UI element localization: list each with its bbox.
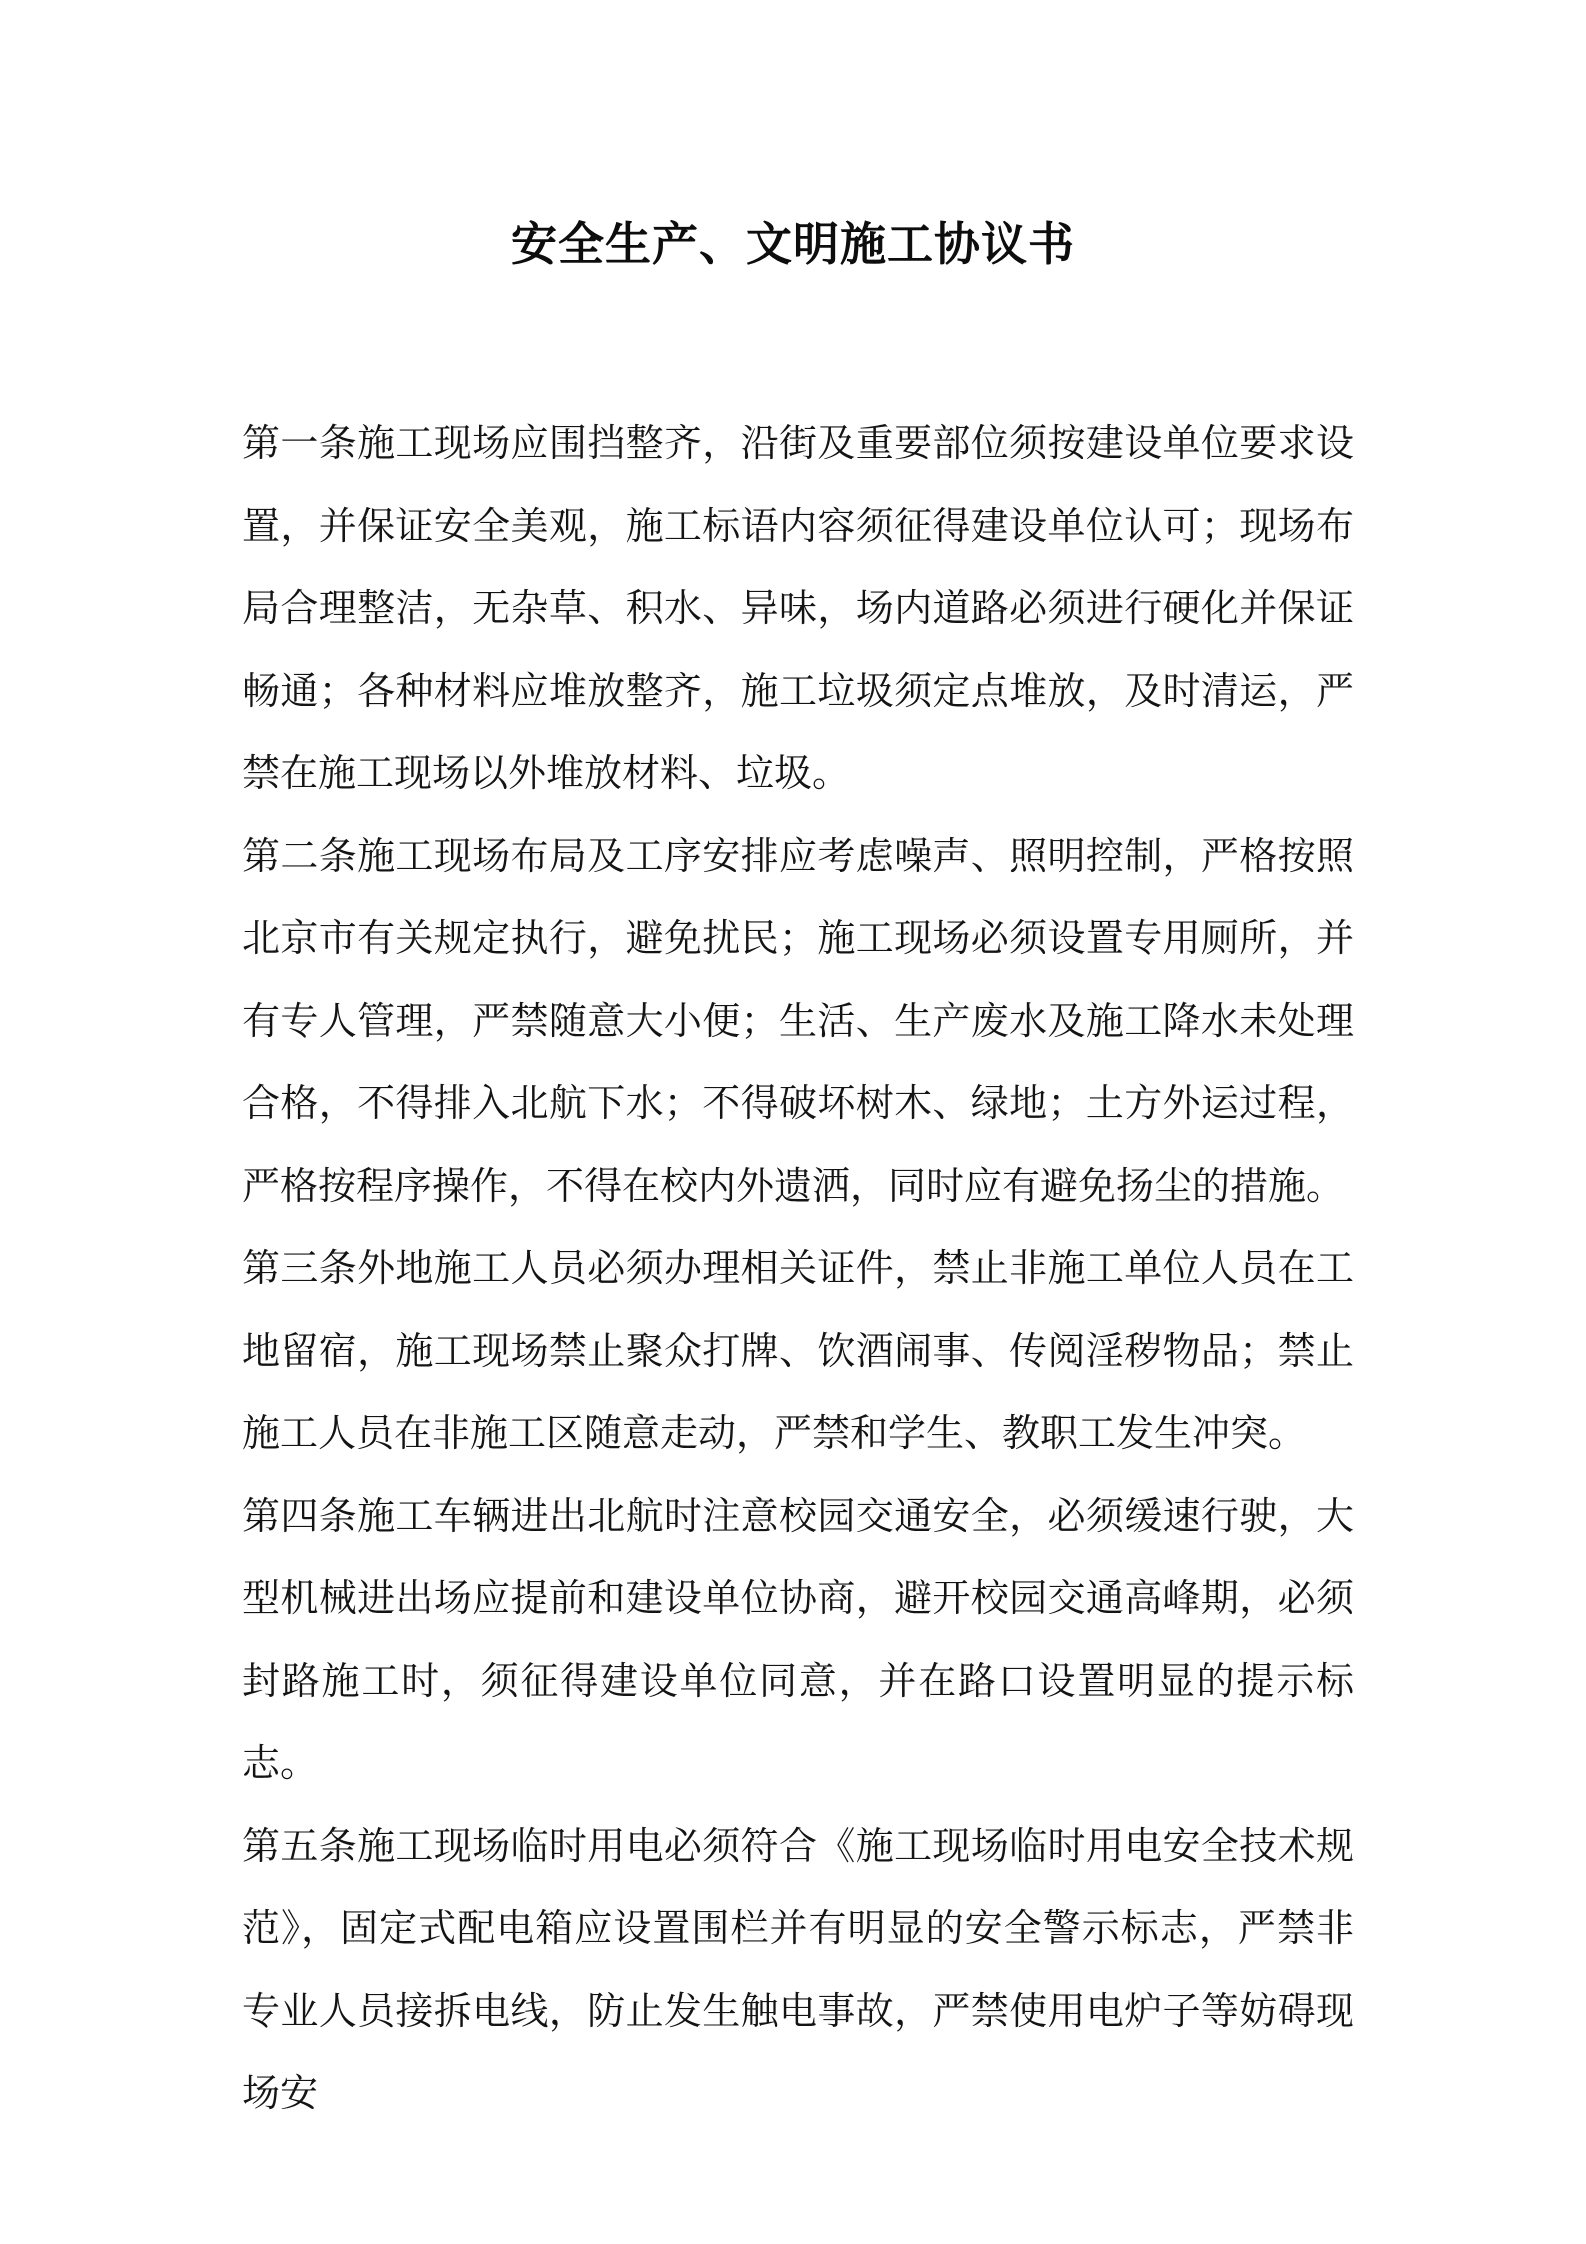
article-4: 第四条施工车辆进出北航时注意校园交通安全，必须缓速行驶，大型机械进出场应提前和建设单位协商，避开校园交通高峰期，必须封路施工时，须征得建设单位同意，并在路口设置明显的提示标志。 xyxy=(242,1493,1354,1785)
article-5: 第五条施工现场临时用电必须符合《施工现场临时用电安全技术规范》，固定式配电箱应设置围栏并有明显的安全警示标志，严禁非专业人员接拆电线，防止发生触电事故，严禁使用电炉子等妨碍现场安 xyxy=(242,1823,1354,2115)
article-1: 第一条施工现场应围挡整齐，沿街及重要部位须按建设单位要求设置，并保证安全美观，施工标语内容须征得建设单位认可；现场布局合理整洁，无杂草、积水、异味，场内道路必须进行硬化并保证畅通；各种材料应堆放整齐，施工垃圾须定点堆放，及时清运，严禁在施工现场以外堆放材料、垃圾。 xyxy=(242,421,1354,795)
article-2: 第二条施工现场布局及工序安排应考虑噪声、照明控制，严格按照北京市有关规定执行，避免扰民；施工现场必须设置专用厕所，并有专人管理，严禁随意大小便；生活、生产废水及施工降水未处理合格，不得排入北航下水；不得破坏树木、绿地；土方外运过程，严格按程序操作，不得在校内外遗洒，同时应有避免扬尘的措施。 xyxy=(242,833,1354,1208)
document-title: 安全生产、文明施工协议书 xyxy=(511,217,1075,271)
document-body xyxy=(242,402,1354,2135)
article-3: 第三条外地施工人员必须办理相关证件，禁止非施工单位人员在工地留宿，施工现场禁止聚众打牌、饮酒闹事、传阅淫秽物品；禁止施工人员在非施工区随意走动，严禁和学生、教职工发生冲突。 xyxy=(242,1246,1354,1455)
